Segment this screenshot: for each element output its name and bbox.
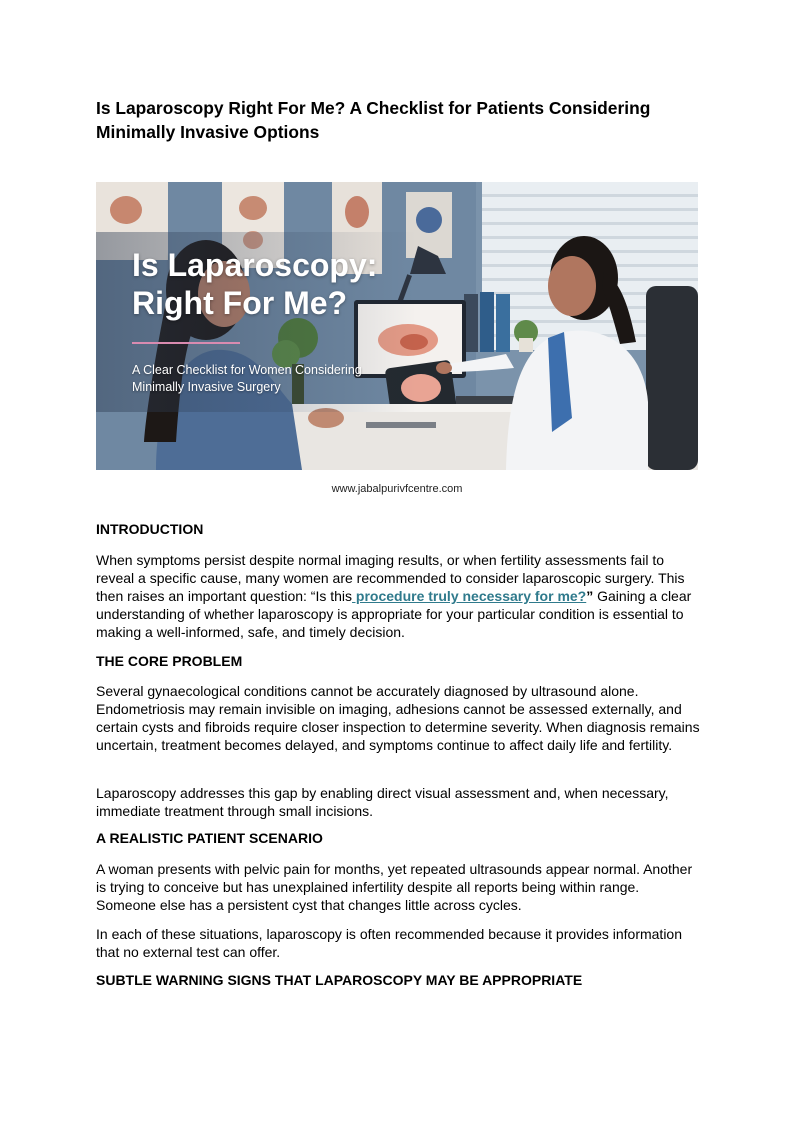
hero-image bbox=[96, 182, 698, 470]
quote-end: ” bbox=[586, 588, 594, 604]
core-problem-paragraph-2: Laparoscopy addresses this gap by enabling direct visual assessment and, when necessary, immediate treatment through small incisions. bbox=[96, 785, 669, 819]
core-problem-paragraph-1: Several gynaecological conditions cannot be accurately diagnosed by ultrasound alone. Endometriosis may remain invisible on imaging, adhesions cannot be assessed externally, and certain cysts and fibroids require closer inspection to determine severity. When diagnosis remains uncertain, treatment becomes delayed, and symptoms continue to affect daily life and fertility. bbox=[96, 683, 700, 753]
hero-subtitle: A Clear Checklist for Women Considering Minimally Invasive Surgery bbox=[132, 363, 362, 394]
procedure-necessary-link[interactable]: procedure truly necessary for me? bbox=[352, 588, 587, 604]
introduction-text-before: When symptoms persist despite normal imaging results, or when fertility assessments fail to reveal a specific cause, many women are recommended to consider laparoscopic surgery. This then raises an important question: “Is this bbox=[96, 552, 685, 604]
introduction-paragraph bbox=[96, 551, 700, 641]
hero-divider bbox=[132, 342, 240, 344]
scenario-paragraph-2: In each of these situations, laparoscopy is often recommended because it provides information that no external test can offer. bbox=[96, 926, 682, 960]
introduction-heading: INTRODUCTION bbox=[96, 521, 204, 537]
introduction-text-after: Gaining a clear understanding of whether laparoscopy is appropriate for your particular condition is essential to making a well-informed, safe, and timely decision. bbox=[96, 588, 692, 640]
hero-heading bbox=[132, 246, 377, 322]
hero-footer bbox=[96, 470, 698, 510]
website-url: www.jabalpurivfcentre.com bbox=[331, 483, 463, 495]
core-problem-heading: THE CORE PROBLEM bbox=[96, 653, 243, 669]
hero-heading-line1: Is Laparoscopy: bbox=[132, 247, 378, 283]
hero-heading-line2: Right For Me? bbox=[132, 285, 348, 321]
scenario-heading: A REALISTIC PATIENT SCENARIO bbox=[96, 830, 323, 846]
scenario-paragraph-1: A woman presents with pelvic pain for months, yet repeated ultrasounds appear normal. Another is trying to conceive but has unexplained infertility despite all reports being within range. Someone else has a persistent cyst that changes little across cycles. bbox=[96, 861, 693, 913]
warning-signs-heading: SUBTLE WARNING SIGNS THAT LAPAROSCOPY MAY BE APPROPRIATE bbox=[96, 972, 583, 988]
clinic-illustration bbox=[96, 182, 698, 470]
page-title: Is Laparoscopy Right For Me? A Checklist for Patients Considering Minimally Invasive Options bbox=[96, 98, 651, 142]
